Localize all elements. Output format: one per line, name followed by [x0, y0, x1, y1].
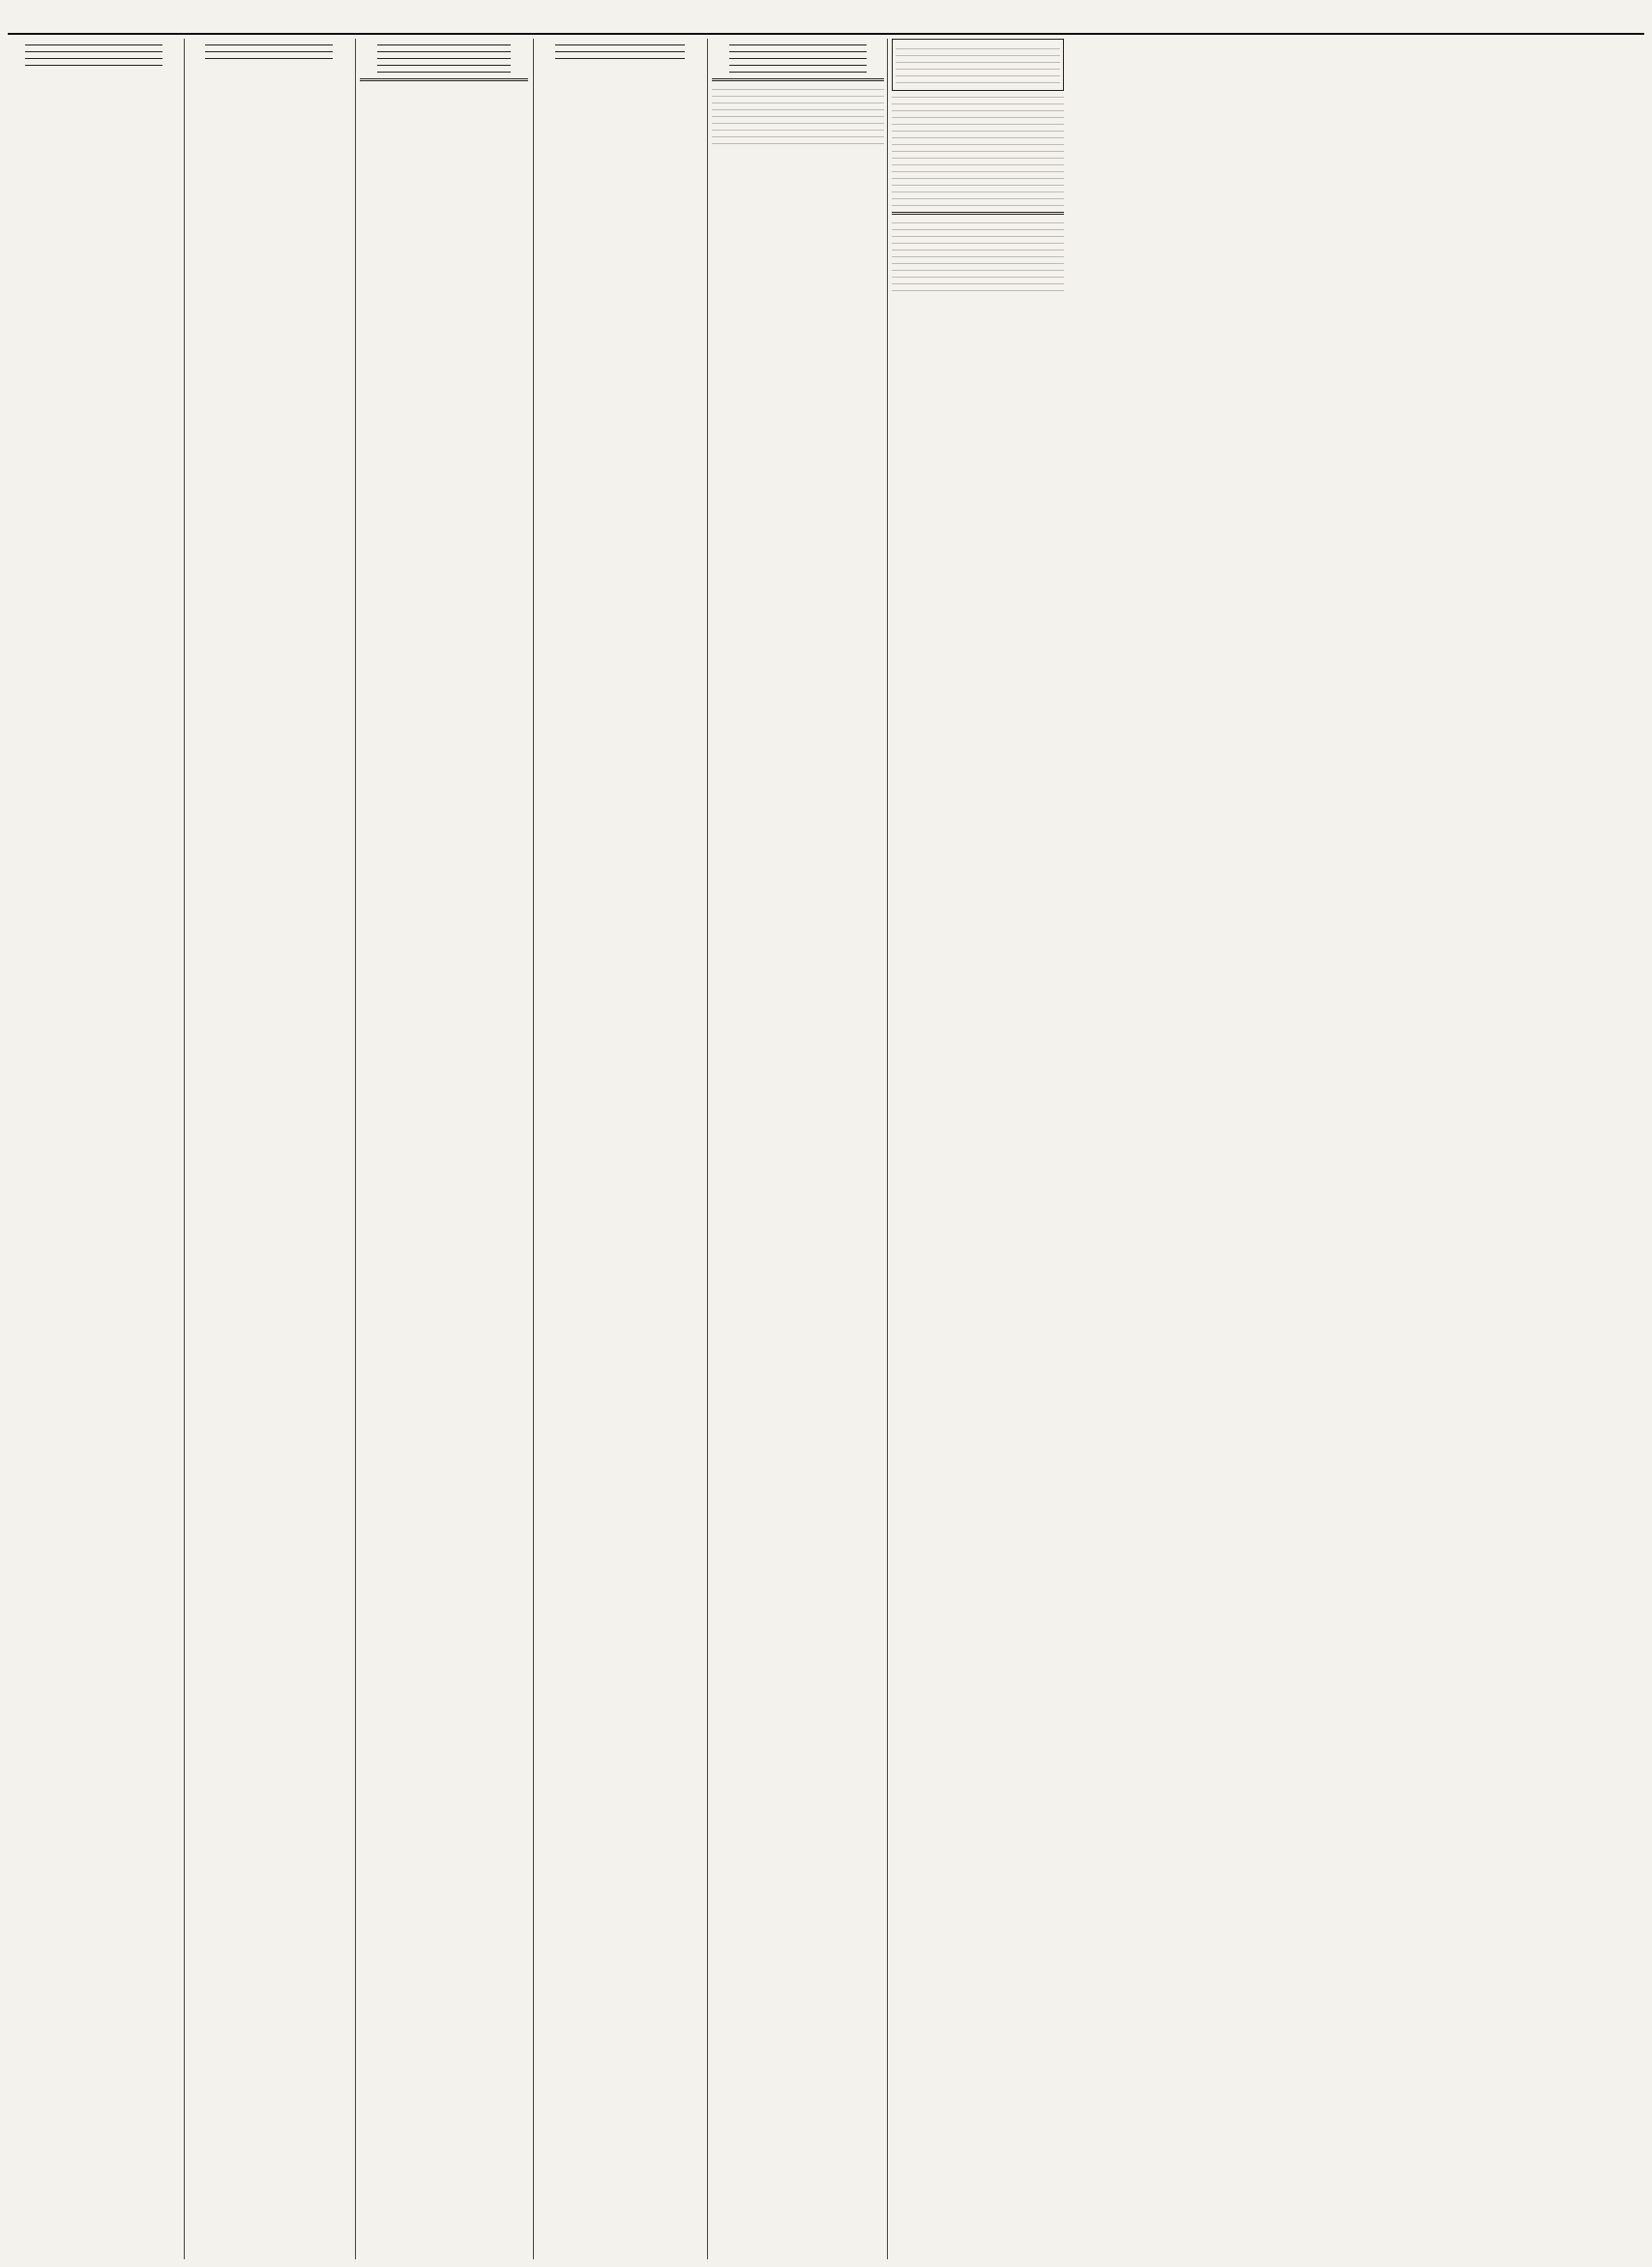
theatre-ad [892, 176, 1064, 179]
theatre-ad [712, 114, 884, 117]
variety-ad [892, 275, 1064, 278]
masthead [8, 6, 1644, 35]
column-1 [8, 39, 180, 2259]
theatre-ad [712, 128, 884, 131]
theatre-ad [712, 101, 884, 103]
column-2 [188, 39, 350, 2259]
opera-ad [896, 67, 1060, 70]
theatre-ad [892, 102, 1064, 104]
column-3 [360, 39, 528, 2259]
theatre-ad [892, 183, 1064, 186]
opera-ad [896, 60, 1060, 63]
column-6-advertisements [892, 39, 1064, 2259]
theatre-ad [892, 203, 1064, 206]
theatre-ad [892, 115, 1064, 118]
variety-ad [892, 221, 1064, 223]
opera-ad [896, 53, 1060, 56]
theatre-ad [892, 129, 1064, 132]
column-5 [712, 39, 884, 2259]
opera-ad [896, 80, 1060, 83]
theatres-list [712, 87, 884, 144]
theatre-ad [712, 134, 884, 137]
theatre-ad [892, 95, 1064, 98]
column-4 [538, 39, 702, 2259]
variety-ad [892, 254, 1064, 257]
theatre-ad [712, 121, 884, 124]
theatre-ad [892, 108, 1064, 111]
theatre-ad [892, 149, 1064, 152]
footer-ad [892, 288, 1064, 291]
theatre-ad [892, 122, 1064, 125]
theatre-ad [892, 156, 1064, 159]
theatre-ad [892, 142, 1064, 145]
opera-ad [896, 74, 1060, 76]
variety-ad [892, 234, 1064, 237]
theatre-ad [712, 87, 884, 90]
variety-ad [892, 248, 1064, 250]
variety-ad [892, 261, 1064, 264]
theatre-ad [892, 169, 1064, 172]
theatre-ad [892, 190, 1064, 192]
theatre-ad [712, 107, 884, 110]
opera-ad [896, 46, 1060, 49]
theatre-ad [892, 135, 1064, 138]
theatre-ad [892, 162, 1064, 165]
theatre-ad [712, 94, 884, 97]
variety-ad [892, 281, 1064, 284]
variety-ad [892, 227, 1064, 230]
theatre-ad [712, 141, 884, 144]
variety-ad [892, 268, 1064, 271]
variety-ad [892, 241, 1064, 244]
theatre-ad [892, 196, 1064, 199]
